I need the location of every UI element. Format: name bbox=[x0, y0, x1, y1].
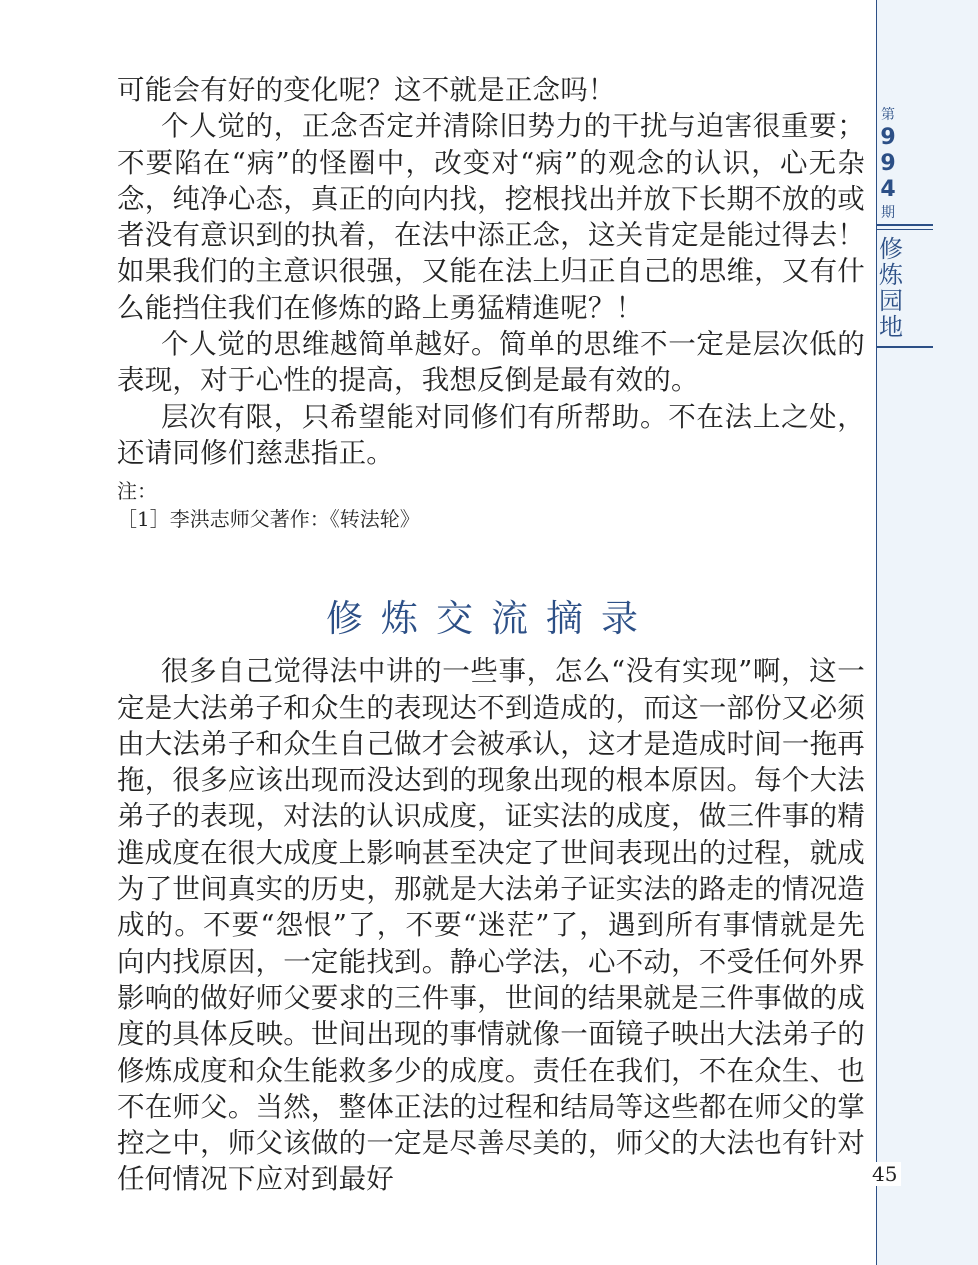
column-title-char: 园 bbox=[879, 287, 903, 315]
issue-marker bbox=[877, 105, 899, 223]
note-label: 注： bbox=[117, 479, 157, 504]
column-title-char: 地 bbox=[879, 313, 903, 341]
column-title-char: 炼 bbox=[879, 261, 903, 289]
article-paragraph: 层次有限，只希望能对同修们有所帮助。不在法上之处，还请同修们慈悲指正。 bbox=[117, 400, 865, 469]
article-paragraph: 个人觉的，正念否定并清除旧势力的干扰与迫害很重要；不要陷在“病”的怪圈中，改变对“病”的观念的认识，心无杂念，纯净心态，真正的向内找，挖根找出并放下长期不放的或者没有意识到的执着，在法中添正念，这关肯定是能过得去！如果我们的主意识很强，又能在法上归正自己的思维，又有什么能挡住我们在修炼的路上勇猛精進呢？！ bbox=[117, 110, 865, 324]
issue-prefix: 第 bbox=[881, 107, 895, 123]
section-title: 修炼交流摘录 bbox=[326, 597, 656, 641]
issue-suffix: 期 bbox=[881, 205, 895, 221]
column-title bbox=[878, 236, 904, 340]
sidebar-divider-top bbox=[877, 224, 933, 226]
article-paragraph: 可能会有好的变化呢？这不就是正念吗！ bbox=[117, 74, 616, 106]
issue-digit: 4 bbox=[880, 177, 896, 202]
column-title-char: 修 bbox=[879, 235, 903, 263]
article-paragraph: 个人觉的思维越简单越好。简单的思维不一定是层次低的表现，对于心性的提高，我想反倒是最有效的。 bbox=[117, 328, 865, 397]
page-content bbox=[117, 72, 865, 1198]
sidebar-divider-bottom bbox=[877, 346, 933, 348]
issue-digit: 9 bbox=[880, 151, 896, 176]
article-paragraph: 很多自己觉得法中讲的一些事，怎么“没有实现”啊，这一定是大法弟子和众生的表现达不到造成的，而这一部份又必须由大法弟子和众生自己做才会被承认，这才是造成时间一拖再拖，很多应该出现而没达到的现象出现的根本原因。每个大法弟子的表现，对法的认识成度，证实法的成度，做三件事的精進成度在很大成度上影响甚至决定了世间表现出的过程，就成为了世间真实的历史，那就是大法弟子证实法的路走的情况造成的。不要“怨恨”了，不要“迷茫”了，遇到所有事情就是先向内找原因，一定能找到。静心学法，心不动，不受任何外界影响的做好师父要求的三件事，世间的结果就是三件事做的成度的具体反映。世间出现的事情就像一面镜子映出大法弟子的修炼成度和众生能救多少的成度。责任在我们，不在众生、也不在师父。当然，整体正法的过程和结局等这些都在师父的掌控之中，师父该做的一定是尽善尽美的，师父的大法也有针对任何情况下应对到最好 bbox=[117, 655, 865, 1196]
note-reference: ［1］李洪志师父著作：《转法轮》 bbox=[117, 507, 420, 532]
issue-digit: 9 bbox=[880, 125, 896, 150]
sidebar-divider-thin bbox=[877, 229, 933, 230]
page-number: 45 bbox=[868, 1162, 901, 1186]
